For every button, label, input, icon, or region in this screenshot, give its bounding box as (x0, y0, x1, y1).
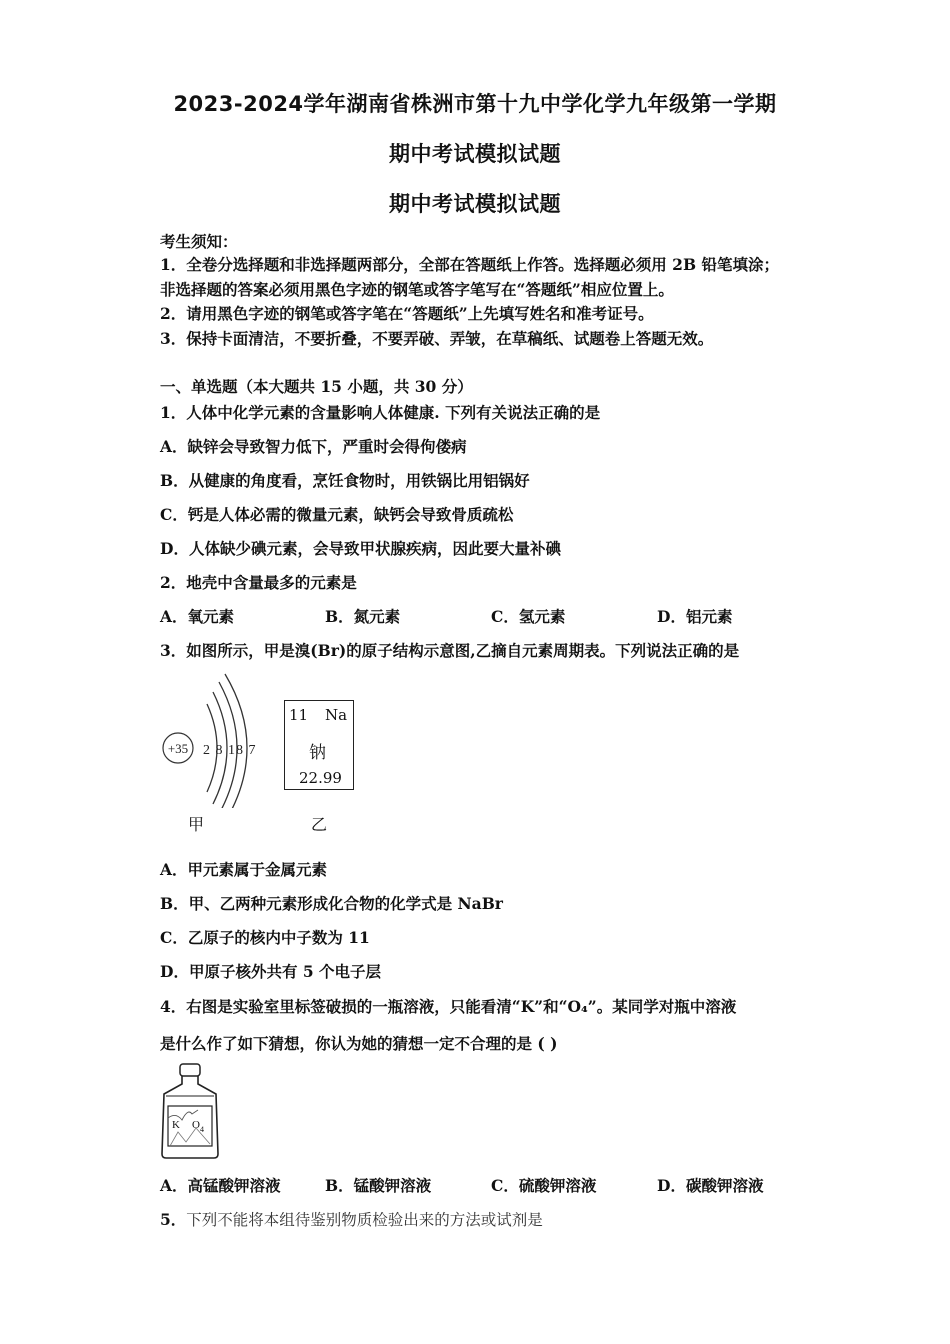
q5-stem (160, 1208, 543, 1230)
q4-option-d: D．碳酸钾溶液 (657, 1176, 764, 1195)
periodic-table-cell (284, 700, 354, 790)
q2-option-a: A．氧元素 (160, 607, 235, 626)
atomic-mass: 22.99 (299, 769, 342, 787)
figure-label-yi: 乙 (311, 815, 328, 834)
shell-electrons: 2 8 18 7 (203, 743, 257, 758)
notice-line-4: 3．保持卡面清洁，不要折叠，不要弄破、弄皱，在草稿纸、试题卷上答题无效。 (160, 329, 714, 348)
q1-option-c: C．钙是人体必需的微量元素，缺钙会导致骨质疏松 (160, 505, 514, 524)
title-line-3: 期中考试模拟试题 (389, 192, 561, 216)
section-heading: 一、单选题（本大题共 15 小题，共 30 分） (160, 377, 473, 396)
element-symbol: Na (325, 706, 348, 724)
notice-line-1: 1．全卷分选择题和非选择题两部分，全部在答题纸上作答。选择题必须用 2B 铅笔填涂； (160, 255, 779, 274)
q3-option-c: C．乙原子的核内中子数为 11 (160, 928, 370, 947)
q2-option-b: B．氮元素 (325, 607, 401, 626)
q5-number: 5． (160, 1210, 187, 1229)
q3-option-d: D．甲原子核外共有 5 个电子层 (160, 962, 382, 981)
q1-option-a: A．缺锌会导致智力低下，严重时会得佝偻病 (160, 437, 467, 456)
q2-option-d: D．铝元素 (657, 607, 733, 626)
shell-arc-4 (225, 674, 247, 808)
q4-stem-line-1: 4．右图是实验室里标签破损的一瓶溶液，只能看清“K”和“O₄”。某同学对瓶中溶液 (160, 997, 737, 1016)
q3-option-a: A．甲元素属于金属元素 (160, 860, 328, 879)
bromine-atom-diagram (155, 668, 265, 808)
q3-option-b: B．甲、乙两种元素形成化合物的化学式是 NaBr (160, 894, 503, 913)
q1-stem: 1．人体中化学元素的含量影响人体健康. 下列有关说法正确的是 (160, 403, 601, 422)
title-line-1: 2023-2024学年湖南省株洲市第十九中学化学九年级第一学期 (173, 92, 777, 116)
label-subscript: 4 (200, 1125, 204, 1134)
q4-option-b: B．锰酸钾溶液 (325, 1176, 432, 1195)
q1-option-d: D．人体缺少碘元素，会导致甲状腺疾病，因此要大量补碘 (160, 539, 561, 558)
q4-stem-line-2: 是什么作了如下猜想，你认为她的猜想一定不合理的是 ( ) (160, 1034, 558, 1053)
q4-option-a: A．高锰酸钾溶液 (160, 1176, 281, 1195)
title-line-2: 期中考试模拟试题 (389, 142, 561, 166)
q2-stem: 2．地壳中含量最多的元素是 (160, 573, 357, 592)
notice-heading: 考生须知： (160, 232, 238, 251)
label-o: O (192, 1119, 200, 1131)
q5-text: 下列不能将本组待鉴别物质检验出来的方法或试剂是 (186, 1211, 543, 1229)
notice-line-2: 非选择题的答案必须用黑色字迹的钢笔或答字笔写在“答题纸”相应位置上。 (160, 280, 674, 299)
label-k: K (172, 1119, 180, 1131)
q4-option-c: C．硫酸钾溶液 (491, 1176, 597, 1195)
notice-line-3: 2．请用黑色字迹的钢笔或答字笔在“答题纸”上先填写姓名和准考证号。 (160, 304, 654, 323)
q3-stem: 3．如图所示，甲是溴(Br)的原子结构示意图,乙摘自元素周期表。下列说法正确的是 (160, 641, 740, 660)
nucleus-charge: +35 (167, 741, 189, 756)
atomic-number: 11 (289, 706, 309, 724)
q1-option-b: B．从健康的角度看，烹饪食物时，用铁锅比用铝锅好 (160, 471, 530, 490)
figure-label-jia: 甲 (188, 815, 205, 834)
element-name: 钠 (309, 743, 326, 763)
reagent-bottle-icon (158, 1062, 222, 1162)
q2-option-c: C．氢元素 (491, 607, 566, 626)
